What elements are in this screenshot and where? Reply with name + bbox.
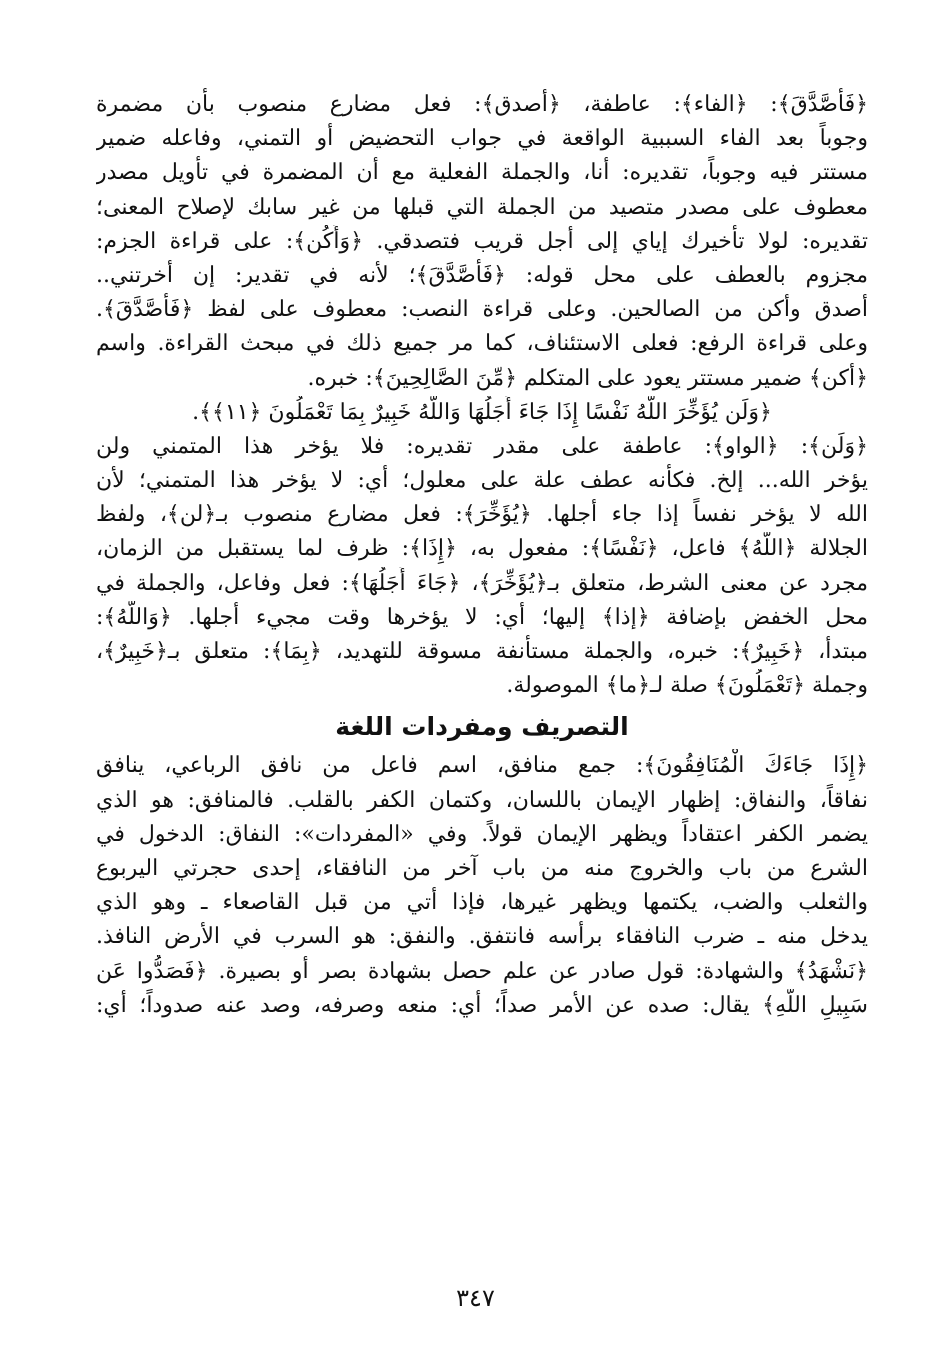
text-line: الله لا يؤخر نفساً إذا جاء أجلها. ﴿يُؤَخِّرَ﴾: فعل مضارع منصوب بـ﴿لن﴾، ولفظ [96,502,868,528]
page-number: ٣٤٧ [456,1284,495,1312]
text-line: وعلى قراءة الرفع: فعلى الاستئناف، كما مر جميع ذلك في مبحث القراءة. واسم [96,331,868,357]
text-line: يدخل منه ـ ضرب النافقاء برأسه فانتفق. والنفق: هو السرب في الأرض النافذ. [96,924,868,950]
text-line: وجملة ﴿تَعْمَلُونَ﴾ صلة لـ﴿ما﴾ الموصولة. [506,673,868,699]
text-line: معطوف على مصدر متصيد من الجملة التي قبلها من غير سابك لإصلاح المعنى؛ [96,194,868,220]
text-line: الجلالة ﴿اللَّهُ﴾ فاعل، ﴿نَفْسًا﴾: مفعول به، ﴿إِذَا﴾: ظرف لما يستقبل من الزمان، [96,536,868,562]
text-line: ﴿إِذَا جَاءَكَ الْمُنَافِقُونَ﴾: جمع منافق، اسم فاعل من نافق الرباعي، ينافق [96,753,868,779]
text-line: يؤخر الله... إلخ. فكأنه عطف علة على معلول؛ أي: لا يؤخر هذا المتمني؛ لأن [96,468,868,494]
quran-verse-line: ﴿وَلَن يُؤَخِّرَ اللَّهُ نَفْسًا إِذَا جَاءَ أَجَلُهَا وَاللَّهُ خَبِيرٌ بِمَا تَعْمَلُونَ ﴿١١﴾﴾. [192,399,772,425]
text-line: ﴿نَشْهَدُ﴾ والشهادة: قول صادر عن علم حصل بشهادة بصر أو بصيرة. ﴿فَصَدُّوا عَن [96,958,868,984]
text-line: وجوباً بعد الفاء السببية الواقعة في جواب التحضيض أو التمني، وفاعله ضمير [96,126,868,152]
text-line: مجزوم بالعطف على محل قوله: ﴿فَأَصَّدَّقَ﴾؛ لأنه في تقدير: إن أخرتني.. [96,262,868,288]
text-line: نفاقاً، والنفاق: إظهار الإيمان باللسان، وكتمان الكفر بالقلب. فالمنافق: هو الذي [96,787,868,813]
text-line: ﴿فَأَصَّدَّقَ﴾: ﴿الفاء﴾: عاطفة، ﴿أصدق﴾: فعل مضارع منصوب بأن مضمرة [96,92,868,117]
text-line: محل الخفض بإضافة ﴿إذا﴾ إليها؛ أي: لا يؤخرها وقت مجيء أجلها. ﴿وَاللَّهُ﴾: [96,604,868,630]
text-line: أصدق وأكن من الصالحين. وعلى قراءة النصب: معطوف على لفظ ﴿فَأَصَّدَّقَ﴾. [96,297,868,323]
text-line: تقديره: لولا تأخيرك إياي إلى أجل قريب فتصدقي. ﴿وَأَكُن﴾: على قراءة الجزم: [96,228,868,254]
text-line: مجرد عن معنى الشرط، متعلق بـ﴿يُؤَخِّرَ﴾، ﴿جَاءَ أَجَلُهَا﴾: فعل وفاعل، والجملة في [96,570,868,596]
page-body [96,88,868,1328]
text-line: ﴿وَلَن﴾: ﴿الواو﴾: عاطفة على مقدر تقديره: فلا يؤخر هذا المتمني ولن [96,433,868,459]
section-heading: التصريف ومفردات اللغة [335,712,629,742]
text-line: والثعلب والضب، يكتمها ويظهر غيرها، فإذا أتي من قبل القاصعاء ـ وهو الذي [96,890,868,916]
text-line: سَبِيلِ اللَّهِ﴾ يقال: صده عن الأمر صداً؛ أي: منعه وصرفه، وصد عنه صدوداً؛ أي: [96,992,868,1018]
text-line: الشرع من باب والخروج منه من باب آخر من النافقاء، إحدى حجرتي اليربوع [96,855,868,881]
text-line: مبتدأ، ﴿خَبِيرٌ﴾: خبره، والجملة مستأنفة مسوقة للتهديد، ﴿بِمَا﴾: متعلق بـ﴿خَبِيرٌ﴾، [96,639,868,664]
text-line: مستتر فيه وجوباً، تقديره: أنا، والجملة الفعلية مع أن المضمرة في تأويل مصدر [96,160,868,186]
text-line: يضمر الكفر اعتقاداً ويظهر الإيمان قولاً. وفي «المفردات»: النفاق: الدخول في [96,821,868,847]
text-line: ﴿أكن﴾ ضمير مستتر يعود على المتكلم ﴿مِّنَ الصَّالِحِينَ﴾: خبره. [307,365,868,391]
